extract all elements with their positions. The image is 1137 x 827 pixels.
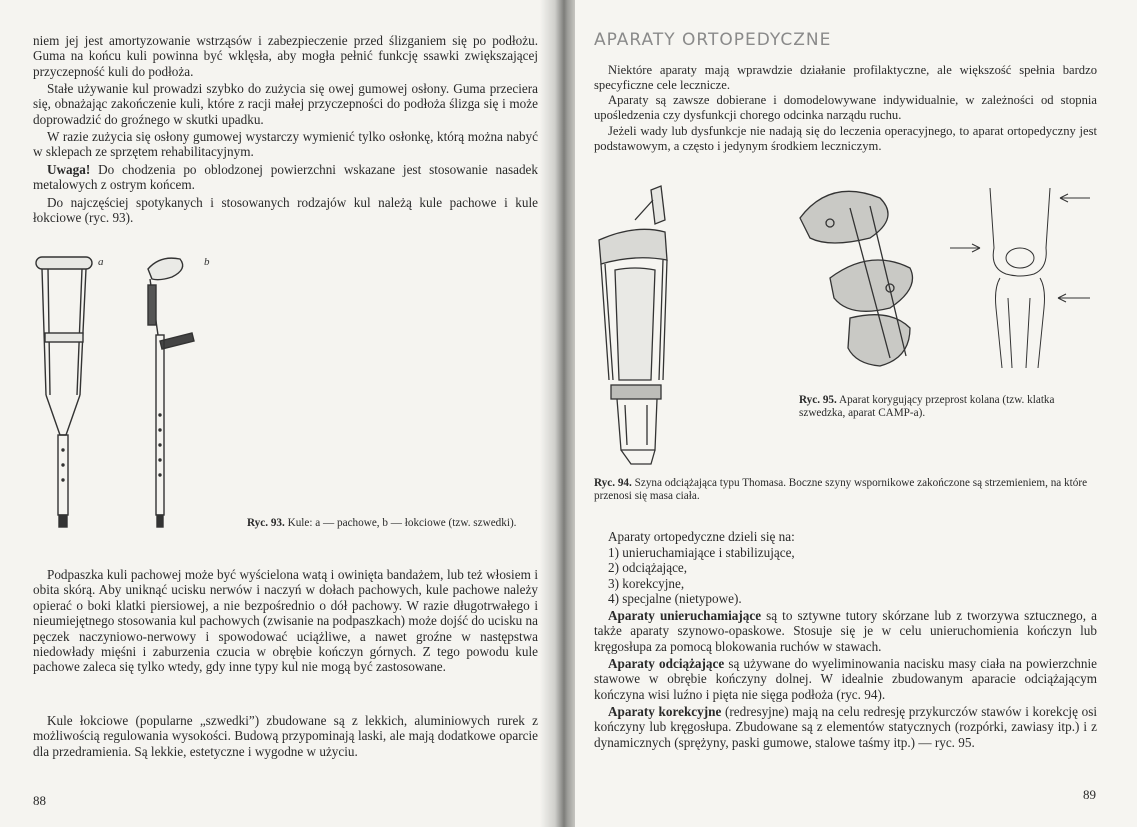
list-intro <box>608 529 1097 544</box>
paragraph-forearm-crutches <box>33 713 538 759</box>
warning-label: Uwaga! <box>47 162 91 177</box>
page-number: 89 <box>1083 787 1096 802</box>
caption-number: Ryc. 93. <box>247 517 285 529</box>
axillary-crutch-drawing <box>36 257 92 527</box>
paragraph-text: (redresyjne) mają na celu redresję przykurczów stawów i korekcję osi kończyny lub kręgosłupa. Zbudowane są z elementów statycznych (rozpórki, zawiasy itp.) i z dynamicznych (sprężyny, paski gumowe, stalowe taśmy itp.) — ryc. 95. <box>594 704 1097 750</box>
term-immobilizing: Aparaty unieruchamiające <box>608 608 762 623</box>
paragraph-rubber-tip <box>33 33 538 79</box>
list-item: 1) unieruchamiające i stabilizujące, <box>608 545 795 560</box>
caption-figure-94 <box>594 477 1097 503</box>
knee-diagram <box>950 188 1090 368</box>
paragraph-wear <box>33 81 538 127</box>
figure-label-a: a <box>98 256 104 268</box>
paragraph-text: Aparaty są zawsze dobierane i domodelowywane indywidualnie, w zależności od stopnia upośledzenia czy dysfunkcji chorego odcinka narządu ruchu. <box>594 93 1097 122</box>
paragraph-replace <box>33 129 538 160</box>
list-item: 3) korekcyjne, <box>608 575 685 591</box>
paragraph-text: Do najczęściej spotykanych i stosowanych rodzajów kul należą kule pachowe i kule łokciowe (ryc. 93). <box>33 195 538 226</box>
figure-94-thomas-splint <box>595 180 705 470</box>
paragraph-text: W razie zużycia się osłony gumowej wystarczy wymienić tylko osłonkę, którą można nabyć w sklepach ze sprzętem rehabilitacyjnym. <box>33 129 538 160</box>
intro-paragraph-3 <box>594 124 1097 154</box>
caption-figure-93 <box>247 517 542 530</box>
figure-95-knee-brace <box>790 178 1100 378</box>
paragraph-text: Podpaszka kuli pachowej może być wyścielona watą i owinięta bandażem, lub też włosiem i obita skórą. Aby uniknąć ucisku nerwów i naczyń w dołach pachowych, kule pachowe należy opierać o boki klatki piersiowej, a nie bezpośrednio o dół pachowy. W razie długotrwałego i nieumiejętnego stosowania kul pachowych (zwisanie na podpaszkach) może dojść do ucisku na pęczek naczyniowo-nerwowy i spowodować uciążliwe, a nawet groźne w następstwa niedowłady mięśni i zaburzenia czucia w obrębie kończyn górnych. Z tego powodu kule pachowe zaleca się tylko wtedy, gdy inne typy kul nie mogą być zastosowane. <box>33 567 539 675</box>
caption-number: Ryc. 94. <box>594 477 632 489</box>
page-number: 88 <box>33 793 46 808</box>
caption-text: Szyna odciążająca typu Thomasa. Boczne szyny wspornikowe zakończone są strzemieniem, na które przenosi się masa ciała. <box>594 477 1088 502</box>
warning-text: Do chodzenia po oblodzonej powierzchni wskazane jest stosowanie nasadek metalowych z ostrym końcem. <box>33 162 538 193</box>
paragraph-text: Kule łokciowe (popularne „szwedki”) zbudowane są z lekkich, aluminiowych rurek z możliwością regulowania wysokości. Budową przypominają laski, ale mają dodatkowe oparcie dla przedramienia. Są lekkie, estetyczne i wygodne w użyciu. <box>33 713 538 759</box>
paragraph-immobilizing <box>594 608 1097 654</box>
paragraph-text: Stałe używanie kul prowadzi szybko do zużycia się owej gumowej osłony. Guma przeciera się, obnażając zakończenie kuli, które z racji małej przyczepności do podłoża ślizga się i może doprowadzić do groźnego w skutki upadku. <box>33 81 538 127</box>
paragraph-warning <box>33 162 538 193</box>
list-item: 4) specjalne (nietypowe). <box>608 591 742 607</box>
paragraph-text: Jeżeli wady lub dysfunkcje nie nadają się do leczenia operacyjnego, to aparat ortopedyczny jest podstawowym, a często i jedynym środkiem leczniczym. <box>594 124 1097 153</box>
apparatus-types-list <box>608 545 1097 607</box>
intro-paragraph-2 <box>594 93 1097 123</box>
intro-paragraph-1 <box>594 63 1097 93</box>
paragraph-axillary-pad <box>33 567 538 675</box>
figure-93-crutches <box>20 245 240 535</box>
paragraph-text: niem jej jest amortyzowanie wstrząsów i zabezpieczenie przed ślizganiem się po podłożu. Guma na końcu kuli powinna być wklęsła, aby mogła pełnić funkcję ssawki zwiększającej przyczepność kuli do podłoża. <box>33 33 538 79</box>
paragraph-unloading <box>594 656 1097 702</box>
term-corrective: Aparaty korekcyjne <box>608 704 722 719</box>
figure-label-b: b <box>204 256 210 268</box>
caption-text: Aparat korygujący przeprost kolana (tzw. klatka szwedzka, aparat CAMP-a). <box>799 394 1055 419</box>
caption-number: Ryc. 95. <box>799 394 837 406</box>
paragraph-text: Niektóre aparaty mają wprawdzie działanie profilaktyczne, ale większość spełnia bardzo specyficzne cele lecznicze. <box>594 63 1097 92</box>
paragraph-text: są to sztywne tutory skórzane lub z tworzywa sztucznego, a także aparaty szynowo-opaskowe. Stosuje się je w celu unieruchomienia kończyn lub kręgosłupa za pomocą blokowania ruchów w stawach. <box>594 608 1097 654</box>
term-unloading: Aparaty odciążające <box>608 656 725 671</box>
forearm-crutch-drawing <box>148 258 194 527</box>
caption-text: Kule: a — pachowe, b — łokciowe (tzw. szwedki). <box>284 517 517 529</box>
paragraph-crutch-types <box>33 195 538 226</box>
section-heading: APARATY ORTOPEDYCZNE <box>594 30 832 50</box>
caption-figure-95 <box>799 394 1097 420</box>
right-page <box>575 0 1137 827</box>
left-page <box>0 0 560 827</box>
paragraph-text: są używane do wyeliminowania nacisku masy ciała na powierzchnie stawowe w obrębie kończyny dolnej. W idealnie zbudowanym aparacie odciążającym kończyna wisi luźno i pięta nie sięga podłoża (ryc. 94). <box>594 656 1098 702</box>
paragraph-corrective <box>594 704 1097 750</box>
paragraph-text: Aparaty ortopedyczne dzieli się na: <box>608 529 795 544</box>
list-item: 2) odciążające, <box>608 560 688 576</box>
